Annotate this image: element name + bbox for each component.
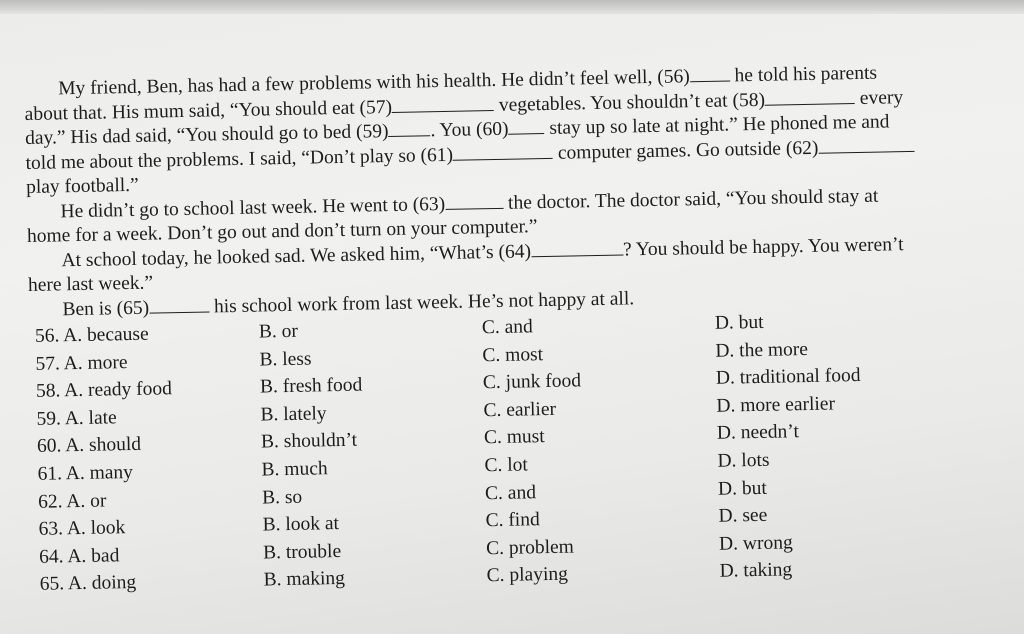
option-d: D. lots <box>717 449 770 472</box>
option-b: B. less <box>259 348 312 371</box>
option-c: C. must <box>483 426 545 449</box>
option-a: 58. A. ready food <box>35 378 173 403</box>
option-a: 56. A. because <box>34 323 149 347</box>
option-d: D. more earlier <box>716 393 836 417</box>
option-c: C. earlier <box>483 398 557 422</box>
option-a: 62. A. or <box>37 490 107 513</box>
blank-64 <box>531 238 623 257</box>
option-a: 60. A. should <box>36 434 142 458</box>
option-d: D. taking <box>719 559 793 583</box>
blank-61 <box>453 141 553 160</box>
blank-62 <box>818 134 914 153</box>
option-a: 61. A. many <box>37 461 134 485</box>
passage-line: home for a week. Don’t go out and don’t turn on your computer.” <box>26 216 538 247</box>
option-d: D. but <box>714 311 764 334</box>
passage-line: At school today, he looked sad. We asked him, “What’s (64) ? You should be happy. You weren’t <box>61 233 904 271</box>
option-b: B. so <box>261 486 303 509</box>
passage-line: about that. His mum said, “You should eat (57) vegetables. You shouldn’t eat (58) every <box>24 86 904 125</box>
option-a: 59. A. late <box>36 407 117 430</box>
blank-60 <box>508 117 544 135</box>
option-b: B. making <box>263 568 346 591</box>
option-c: C. playing <box>486 563 569 587</box>
blank-58 <box>765 87 855 106</box>
option-b: B. much <box>261 458 328 481</box>
option-d: D. traditional food <box>715 365 861 389</box>
option-c: C. and <box>484 481 537 504</box>
option-b: B. lately <box>260 403 327 426</box>
option-b: B. fresh food <box>259 374 363 398</box>
blank-59 <box>388 119 430 137</box>
option-d: D. wrong <box>718 532 793 555</box>
option-d: D. needn’t <box>716 421 800 445</box>
option-a: 65. A. doing <box>39 572 137 596</box>
option-c: C. most <box>482 343 544 366</box>
page-top-edge <box>0 0 1024 14</box>
passage-line: My friend, Ben, has had a few problems with his health. He didn’t feel well, (56) he told his parents <box>58 62 878 100</box>
blank-57 <box>392 93 494 112</box>
option-c: C. junk food <box>482 370 582 394</box>
option-a: 64. A. bad <box>38 545 120 568</box>
option-d: D. the more <box>715 338 809 362</box>
blank-63 <box>445 191 503 209</box>
option-c: C. find <box>485 509 540 532</box>
passage-line: He didn’t go to school last week. He went to (63) the doctor. The doctor said, “You should stay at <box>60 185 879 222</box>
blank-56 <box>689 64 729 82</box>
option-b: B. trouble <box>262 540 342 564</box>
option-c: C. and <box>481 316 533 339</box>
option-c: C. lot <box>484 454 529 477</box>
option-b: B. or <box>258 320 299 343</box>
option-b: B. shouldn’t <box>260 430 358 453</box>
passage-line: Ben is (65) his school work from last week. He’s not happy at all. <box>62 287 635 320</box>
exercise-page <box>24 59 1019 601</box>
passage-line: told me about the problems. I said, “Don’t play so (61) computer games. Go outside (62) <box>25 133 1010 176</box>
passage-line: here last week.” <box>27 272 154 296</box>
option-a: 57. A. more <box>35 351 128 375</box>
paragraph-1 <box>24 59 1011 200</box>
passage-line: play football.” <box>25 174 139 198</box>
option-d: D. see <box>718 504 768 527</box>
option-c: C. problem <box>485 536 575 559</box>
option-a: 63. A. look <box>38 517 126 540</box>
answer-options <box>29 306 1019 601</box>
option-b: B. look at <box>262 513 340 536</box>
blank-65 <box>149 295 209 313</box>
passage-line: day.” His dad said, “You should go to bed (59) . You (60) stay up so late at night.” He phoned me and <box>24 111 890 149</box>
option-d: D. but <box>717 477 767 500</box>
